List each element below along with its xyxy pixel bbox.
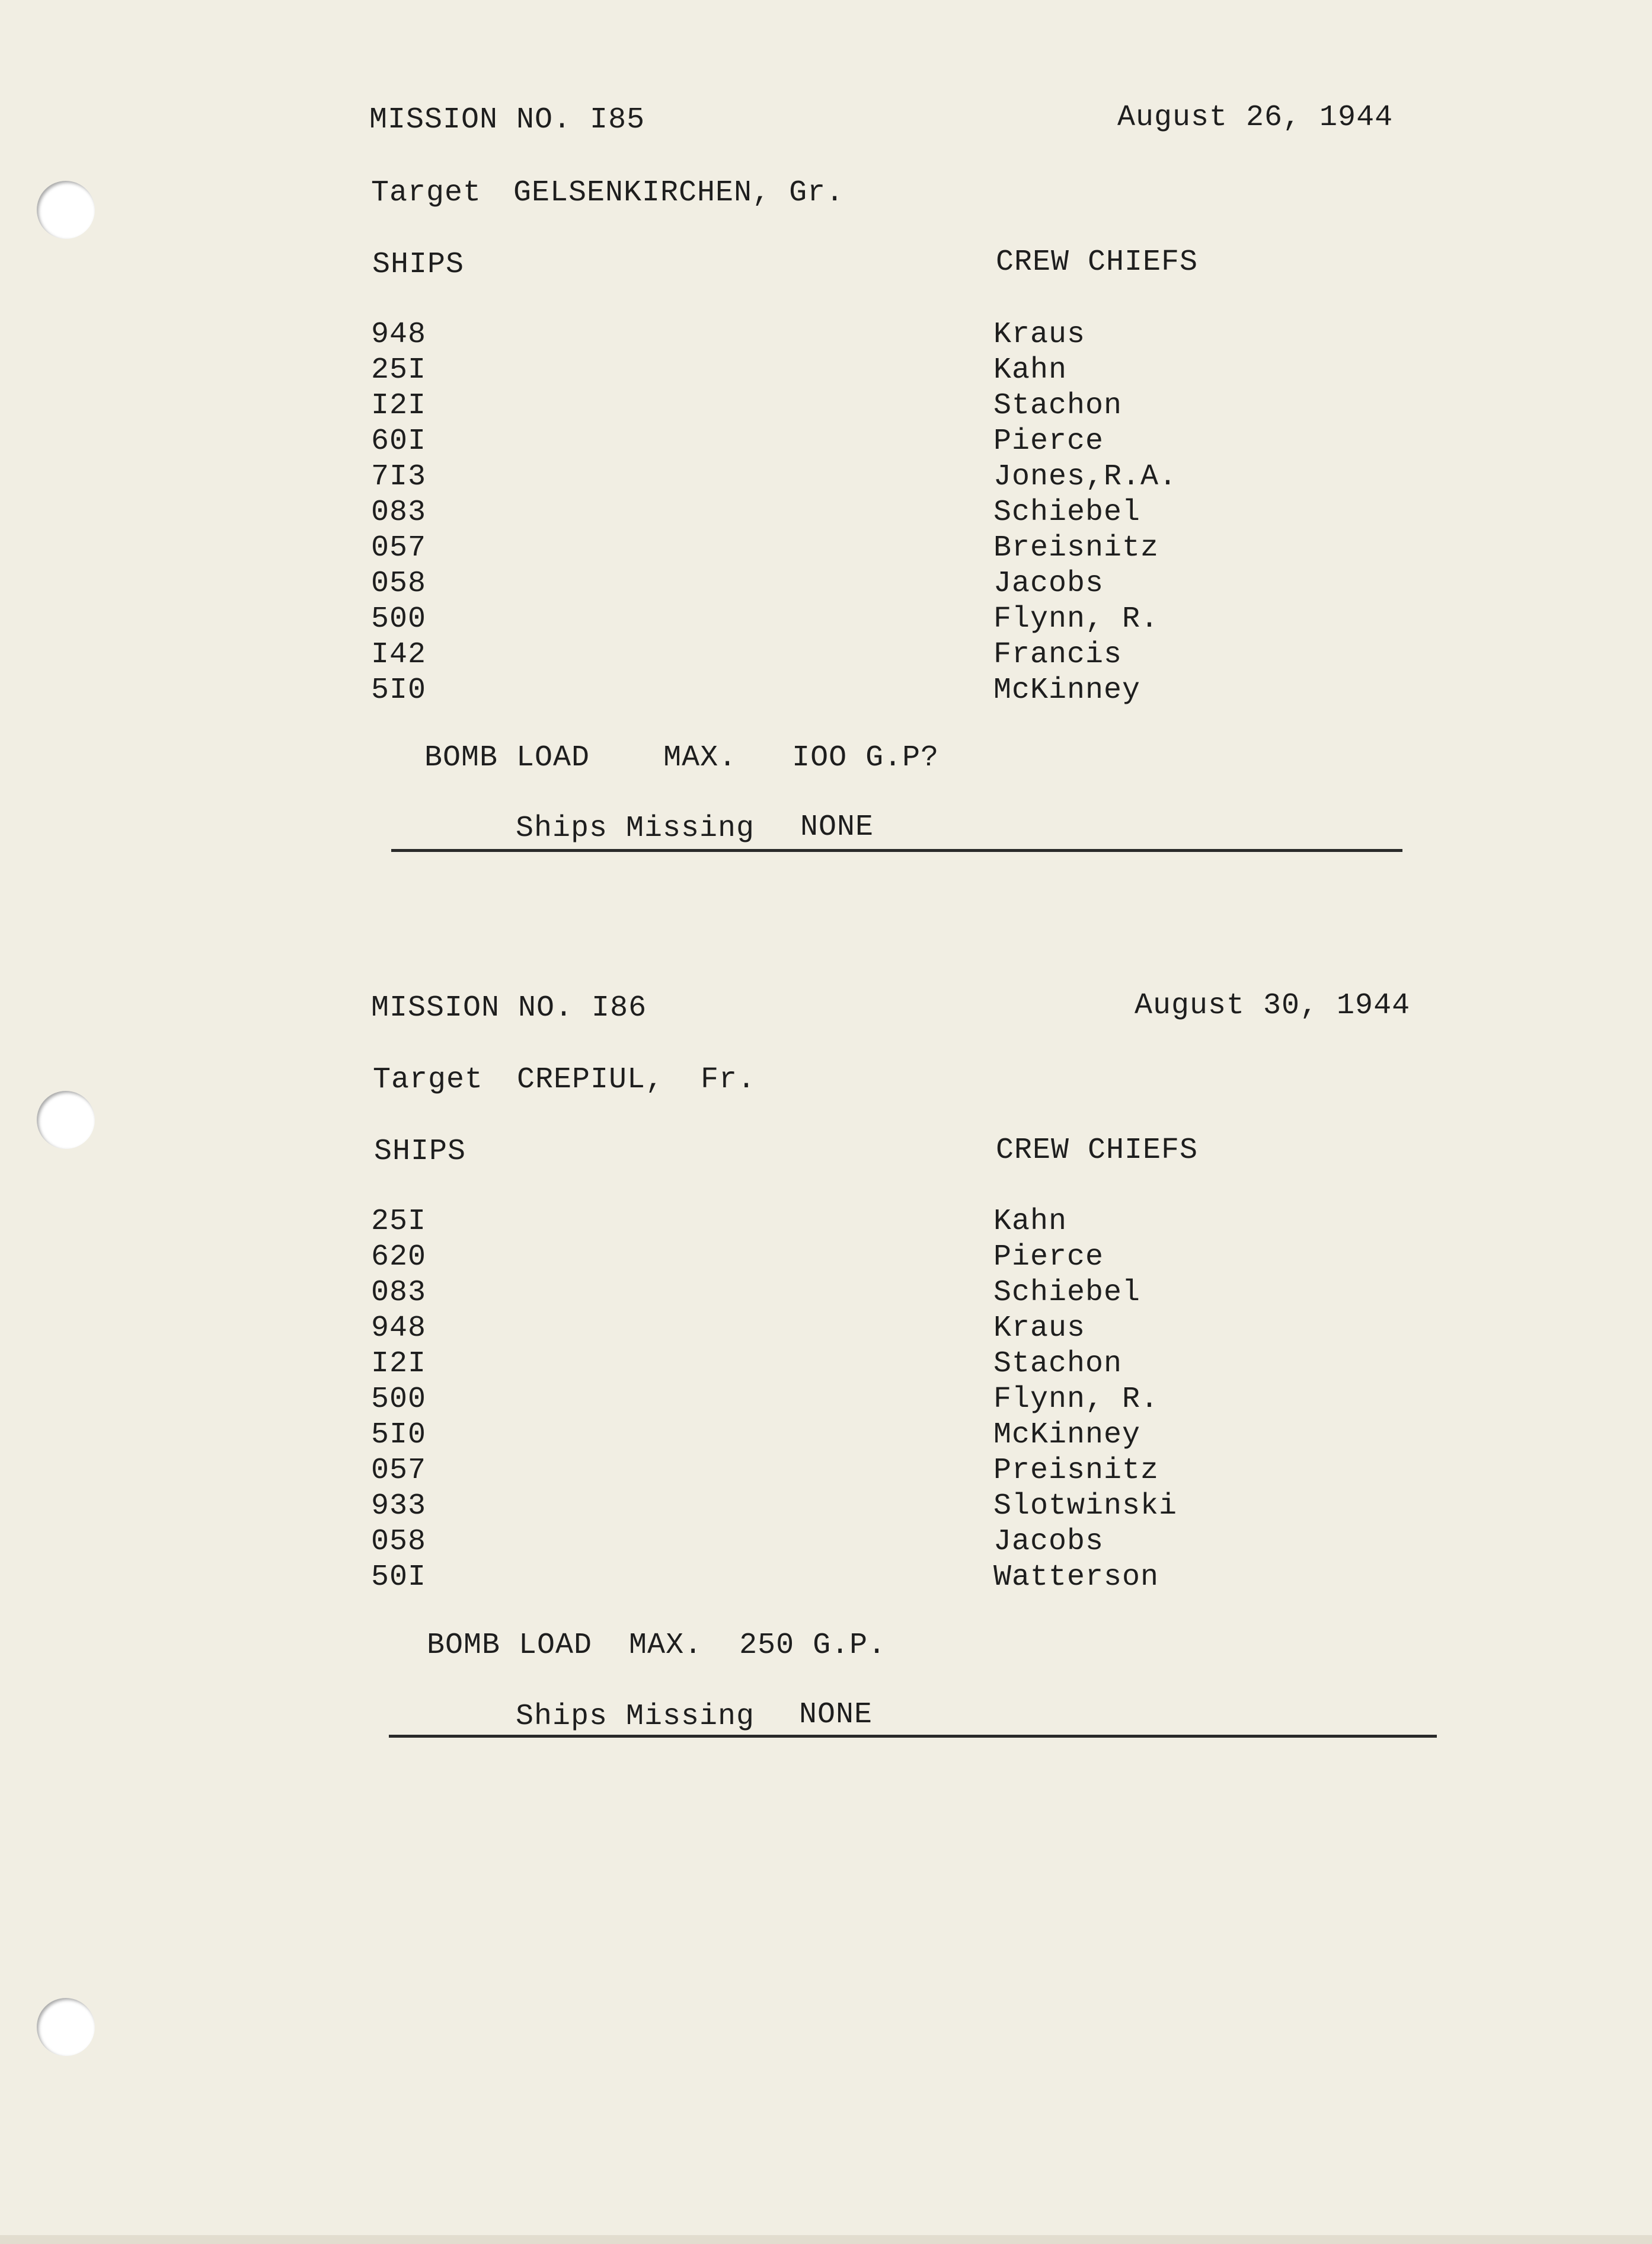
punch-hole xyxy=(37,181,95,239)
crew-chief-name: Stachon xyxy=(993,389,1123,423)
ship-number: 057 xyxy=(371,1454,427,1488)
table-row xyxy=(0,1527,1186,1563)
crew-chief-name: Jacobs xyxy=(993,567,1104,601)
table-row xyxy=(0,320,1186,356)
ships-missing-value: NONE xyxy=(799,1698,873,1732)
ship-number: 620 xyxy=(371,1240,427,1274)
ship-number: 5I0 xyxy=(371,1418,427,1452)
table-row xyxy=(0,1349,1186,1385)
bomb-load: BOMB LOAD MAX. IOO G.P? xyxy=(424,741,940,775)
crew-chief-name: Flynn, R. xyxy=(993,1383,1159,1416)
target-label: Target xyxy=(373,1063,484,1097)
ship-number: 500 xyxy=(371,1383,427,1416)
table-row xyxy=(0,640,1186,676)
table-row xyxy=(0,391,1186,427)
ship-number: 948 xyxy=(371,318,427,352)
ships-missing-label: Ships Missing xyxy=(516,1700,755,1734)
crew-chief-name: Flynn, R. xyxy=(993,602,1159,636)
page-edge xyxy=(0,2235,1652,2244)
crew-chief-name: McKinney xyxy=(993,1418,1141,1452)
target-label: Target xyxy=(371,176,482,210)
crew-chief-name: Kraus xyxy=(993,318,1086,352)
table-row xyxy=(0,569,1186,605)
ship-number: 058 xyxy=(371,567,427,601)
ship-number: I2I xyxy=(371,1347,427,1381)
ship-number: 25I xyxy=(371,1205,427,1238)
mission-number: MISSION NO. I86 xyxy=(371,991,647,1025)
table-row xyxy=(0,1311,1186,1349)
mission-number: MISSION NO. I85 xyxy=(369,103,646,137)
ship-number: 7I3 xyxy=(371,460,427,494)
target-name: CREPIUL, Fr. xyxy=(517,1063,756,1097)
ship-number: 057 xyxy=(371,531,427,565)
crew-chief-name: Slotwinski xyxy=(993,1489,1178,1523)
punch-hole xyxy=(37,1091,95,1149)
table-row xyxy=(0,1560,1186,1598)
ships-missing-value: NONE xyxy=(800,810,874,844)
crew-chief-name: Pierce xyxy=(993,1240,1104,1274)
table-row xyxy=(0,462,1186,498)
ship-number: 083 xyxy=(371,1276,427,1310)
divider-rule xyxy=(391,849,1402,852)
crew-chief-name: Kahn xyxy=(993,353,1068,387)
table-row xyxy=(0,1418,1186,1456)
ship-number: 500 xyxy=(371,602,427,636)
crew-chief-name: Breisnitz xyxy=(993,531,1159,565)
table-row xyxy=(0,1278,1186,1314)
crew-chief-name: Francis xyxy=(993,638,1123,672)
ship-number: 933 xyxy=(371,1489,427,1523)
mission-date: August 30, 1944 xyxy=(1135,989,1411,1023)
bomb-load: BOMB LOAD MAX. 250 G.P. xyxy=(427,1629,887,1662)
crew-chief-name: Pierce xyxy=(993,424,1104,458)
table-row xyxy=(0,1489,1186,1527)
ship-number: I2I xyxy=(371,389,427,423)
ships-header: SHIPS xyxy=(372,248,465,282)
crew-chief-name: Kahn xyxy=(993,1205,1068,1238)
crew-chief-name: Watterson xyxy=(993,1560,1159,1594)
crew-chiefs-header: CREW CHIEFS xyxy=(996,1134,1199,1167)
ship-number: 5I0 xyxy=(371,673,427,707)
ship-number: 50I xyxy=(371,1560,427,1594)
table-row xyxy=(0,498,1186,534)
ship-number: 083 xyxy=(371,496,427,529)
ships-missing-label: Ships Missing xyxy=(516,812,755,845)
crew-chiefs-header: CREW CHIEFS xyxy=(996,245,1199,279)
table-row xyxy=(0,1207,1186,1243)
ship-number: 60I xyxy=(371,424,427,458)
crew-chief-name: McKinney xyxy=(993,673,1141,707)
table-row xyxy=(0,673,1186,711)
punch-hole xyxy=(37,1998,95,2056)
mission-date: August 26, 1944 xyxy=(1117,101,1394,135)
crew-chief-name: Stachon xyxy=(993,1347,1123,1381)
ship-number: I42 xyxy=(371,638,427,672)
table-row xyxy=(0,1456,1186,1492)
divider-rule xyxy=(389,1735,1437,1738)
table-row xyxy=(0,424,1186,462)
ship-number: 948 xyxy=(371,1311,427,1345)
crew-chief-name: Schiebel xyxy=(993,496,1141,529)
crew-chief-name: Schiebel xyxy=(993,1276,1141,1310)
table-row xyxy=(0,353,1186,391)
ship-number: 058 xyxy=(371,1525,427,1559)
ships-header: SHIPS xyxy=(374,1135,466,1169)
crew-chief-name: Kraus xyxy=(993,1311,1086,1345)
crew-chief-name: Jones,R.A. xyxy=(993,460,1178,494)
crew-chief-name: Preisnitz xyxy=(993,1454,1159,1488)
table-row xyxy=(0,531,1186,569)
table-row xyxy=(0,1240,1186,1278)
table-row xyxy=(0,1385,1186,1421)
crew-chief-name: Jacobs xyxy=(993,1525,1104,1559)
target-name: GELSENKIRCHEN, Gr. xyxy=(513,176,845,210)
table-row xyxy=(0,602,1186,640)
ship-number: 25I xyxy=(371,353,427,387)
